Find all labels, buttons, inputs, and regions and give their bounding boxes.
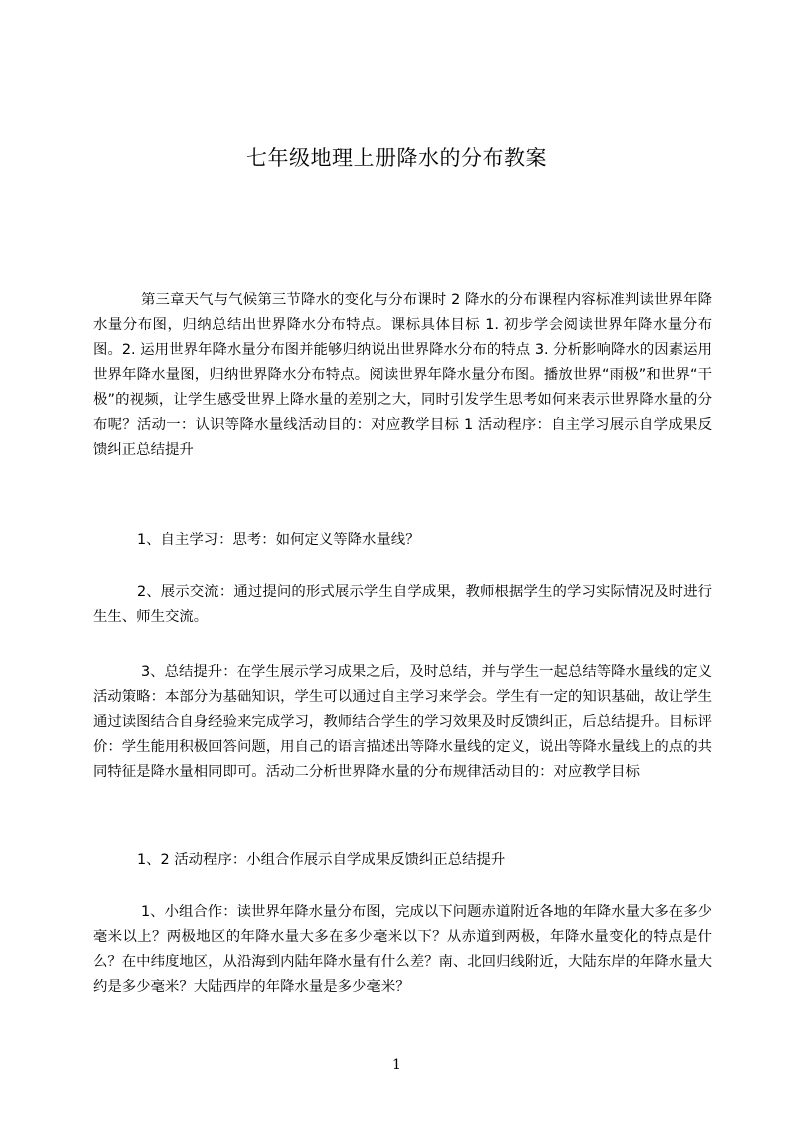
paragraph-self-study: 1、自主学习：思考：如何定义等降水量线？ xyxy=(137,532,420,548)
paragraph-chapter-intro: 第三章天气与气候第三节降水的变化与分布课时 2 降水的分布课程内容标准判读世界年降水量分布图，归纳总结出世界降水分布特点。课标具体目标 1. 初步学会阅读世界年降水量分布图。2. 运用世界年降水量分布图并能够归纳说出世界降水分布的特点 3. 分析影响降水的因素运用世界年降水量图，归纳世界降水分布特点。阅读世界年降水量分布图。播放世界“雨极”和世界“干极”的视频，让学生感受世界上降水量的差别之大，同时引发学生思考如何来表示世界降水量的分布呢？活动一：认识等降水量线活动目的：对应教学目标 1 活动程序：自主学习展示自学成果反馈纠正总结提升 xyxy=(93,292,712,458)
document-title: 七年级地理上册降水的分布教案 xyxy=(246,146,547,170)
paragraph-summary-improvement: 3、总结提升：在学生展示学习成果之后，及时总结，并与学生一起总结等降水量线的定义活动策略：本部分为基础知识，学生可以通过自主学习来学会。学生有一定的知识基础，故让学生通过读图结合自身经验来完成学习，教师结合学生的学习效果及时反馈纠正，后总结提升。目标评价：学生能用积极回答问题，用自己的语言描述出等降水量线的定义，说出等降水量线上的点的共同特征是降水量相同即可。活动二分析世界降水量的分布规律活动目的：对应教学目标 xyxy=(93,664,712,780)
paragraph-group-cooperation: 1、小组合作：读世界年降水量分布图，完成以下问题赤道附近各地的年降水量大多在多少毫米以上？两极地区的年降水量大多在多少毫米以下？从赤道到两极，年降水量变化的特点是什么？在中纬度地区，从沿海到内陆年降水量有什么差？南、北回归线附近，大陆东岸的年降水量大约是多少毫米？大陆西岸的年降水量是多少毫米？ xyxy=(93,904,712,995)
paragraph-activity-procedure: 1、2 活动程序：小组合作展示自学成果反馈纠正总结提升 xyxy=(137,852,506,868)
paragraph-presentation-exchange: 2、展示交流：通过提问的形式展示学生自学成果，教师根据学生的学习实际情况及时进行生生、师生交流。 xyxy=(93,584,712,625)
page-number: 1 xyxy=(392,1057,401,1073)
